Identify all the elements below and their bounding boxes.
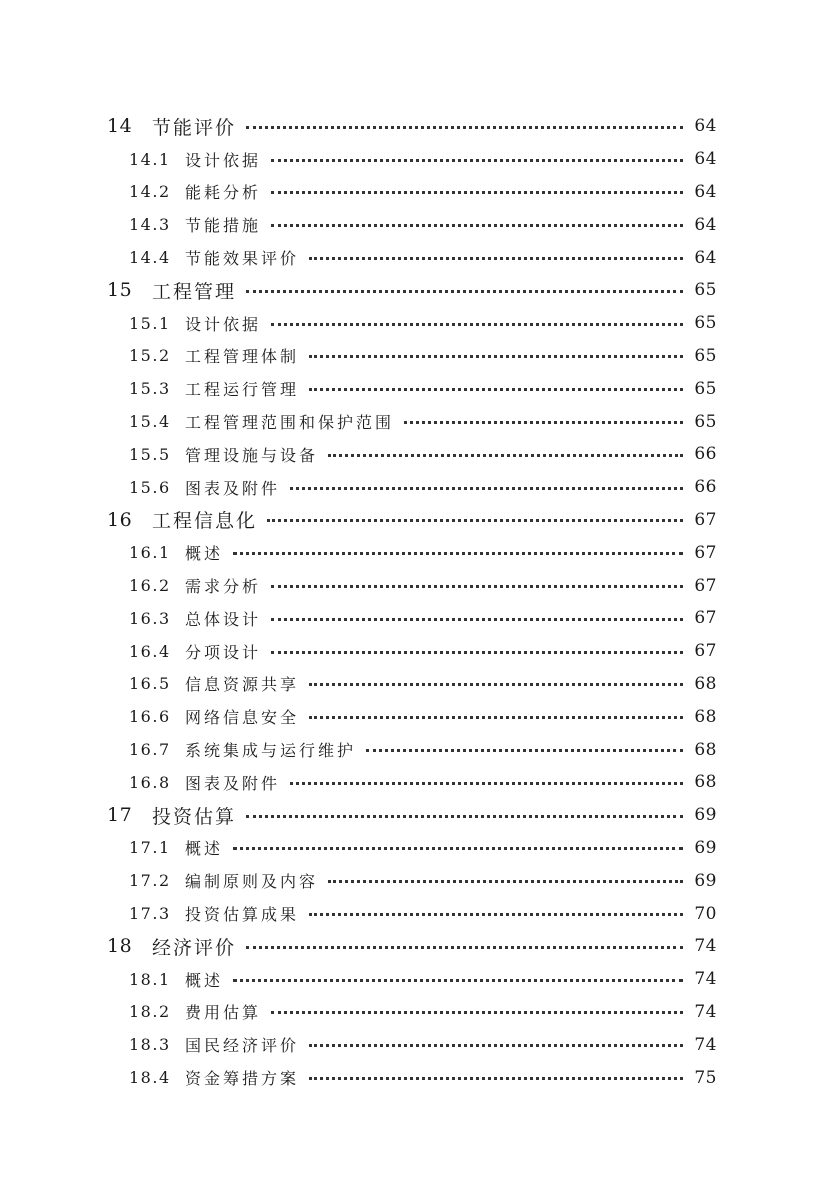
toc-entry-number: 17 (107, 804, 133, 827)
toc-entry-title: 设计依据 (185, 314, 262, 334)
toc-entry-page-number: 65 (694, 313, 717, 334)
toc-entry-page-number: 64 (694, 116, 717, 137)
toc-entry-page-number: 69 (694, 837, 717, 858)
toc-section-entry[interactable] (0, 963, 827, 996)
dot-leader (246, 946, 683, 949)
toc-section-entry[interactable] (0, 864, 827, 897)
toc-section-entry[interactable] (0, 241, 827, 274)
toc-entry-number: 14.3 (129, 215, 171, 235)
toc-section-entry[interactable] (0, 733, 827, 766)
toc-entry-title: 工程管理 (152, 280, 237, 303)
dot-leader (233, 847, 683, 850)
dot-leader (309, 355, 683, 358)
dot-leader (233, 552, 683, 555)
toc-entry-number: 18.4 (129, 1068, 171, 1087)
dot-leader (267, 519, 683, 522)
toc-entry-title: 投资估算成果 (185, 905, 300, 925)
toc-entry-page-number: 68 (694, 673, 717, 694)
toc-entry-page-number: 68 (694, 772, 717, 793)
toc-entry-number: 16.1 (129, 543, 171, 563)
toc-entry-number: 16.3 (129, 608, 171, 628)
toc-entry-title: 信息资源共享 (185, 675, 300, 695)
toc-entry-title: 工程管理体制 (185, 347, 300, 367)
toc-entry-number: 14 (107, 115, 133, 138)
toc-entry-page-number: 70 (694, 903, 717, 924)
toc-section-entry[interactable] (0, 700, 827, 733)
dot-leader (309, 913, 683, 916)
toc-section-entry[interactable] (0, 471, 827, 504)
toc-chapter-entry[interactable] (0, 799, 827, 832)
toc-entry-number: 14.1 (129, 149, 171, 169)
toc-section-entry[interactable] (0, 602, 827, 635)
toc-entry-number: 15.3 (129, 379, 171, 399)
dot-leader (271, 191, 683, 194)
toc-entry-page-number: 64 (694, 247, 717, 268)
dot-leader (271, 224, 683, 227)
dot-leader (328, 454, 683, 457)
toc-section-entry[interactable] (0, 635, 827, 668)
toc-entry-title: 概述 (185, 839, 224, 859)
toc-entry-number: 14.2 (129, 182, 171, 202)
toc-entry-title: 节能评价 (152, 116, 237, 139)
toc-entry-number: 17.3 (129, 904, 171, 924)
toc-section-entry[interactable] (0, 372, 827, 405)
toc-entry-number: 15.2 (129, 346, 171, 366)
toc-entry-page-number: 68 (694, 739, 717, 760)
toc-entry-title: 节能措施 (185, 216, 262, 236)
toc-entry-number: 17.1 (129, 838, 171, 858)
toc-entry-page-number: 65 (694, 280, 717, 301)
toc-entry-page-number: 69 (694, 870, 717, 891)
toc-entry-title: 能耗分析 (185, 183, 262, 203)
toc-section-entry[interactable] (0, 897, 827, 930)
toc-chapter-entry[interactable] (0, 274, 827, 307)
toc-section-entry[interactable] (0, 208, 827, 241)
toc-entry-number: 15.4 (129, 412, 171, 432)
dot-leader (366, 749, 683, 752)
toc-section-entry[interactable] (0, 143, 827, 176)
dot-leader (290, 487, 683, 490)
toc-entry-number: 15 (107, 279, 133, 302)
toc-entry-title: 需求分析 (185, 577, 262, 597)
toc-entry-title: 网络信息安全 (185, 708, 300, 728)
dot-leader (271, 323, 683, 326)
toc-entry-page-number: 65 (694, 345, 717, 366)
toc-entry-number: 17.2 (129, 871, 171, 891)
toc-entry-page-number: 69 (694, 805, 717, 826)
dot-leader (271, 651, 683, 654)
toc-entry-title: 设计依据 (185, 150, 262, 170)
toc-section-entry[interactable] (0, 438, 827, 471)
dot-leader (246, 815, 683, 818)
toc-entry-number: 16.7 (129, 740, 171, 760)
toc-entry-title: 概述 (185, 970, 224, 990)
toc-entry-title: 编制原则及内容 (185, 872, 319, 892)
toc-section-entry[interactable] (0, 307, 827, 340)
dot-leader (271, 585, 683, 588)
dot-leader (290, 782, 683, 785)
toc-entry-number: 16.8 (129, 772, 171, 792)
toc-entry-number: 18.2 (129, 1002, 171, 1022)
toc-entry-title: 工程管理范围和保护范围 (185, 413, 395, 433)
toc-entry-page-number: 67 (694, 608, 717, 629)
dot-leader (309, 388, 683, 391)
table-of-contents (0, 110, 827, 1094)
toc-section-entry[interactable] (0, 832, 827, 865)
toc-section-entry[interactable] (0, 176, 827, 209)
dot-leader (309, 716, 683, 719)
toc-entry-title: 概述 (185, 544, 224, 564)
toc-entry-number: 18 (107, 935, 133, 958)
dot-leader (271, 1011, 683, 1014)
toc-entry-page-number: 67 (694, 575, 717, 596)
toc-entry-page-number: 64 (694, 214, 717, 235)
toc-entry-number: 15.6 (129, 477, 171, 497)
toc-entry-page-number: 64 (694, 181, 717, 202)
dot-leader (309, 1077, 683, 1080)
toc-entry-number: 16 (107, 508, 133, 531)
toc-entry-title: 管理设施与设备 (185, 445, 319, 465)
toc-entry-number: 16.4 (129, 641, 171, 661)
toc-entry-title: 国民经济评价 (185, 1036, 300, 1056)
toc-entry-title: 系统集成与运行维护 (185, 741, 357, 761)
toc-entry-title: 分项设计 (185, 642, 262, 662)
toc-entry-page-number: 65 (694, 411, 717, 432)
toc-entry-page-number: 74 (694, 969, 717, 990)
toc-section-entry[interactable] (0, 536, 827, 569)
toc-entry-title: 节能效果评价 (185, 249, 300, 269)
toc-section-entry[interactable] (0, 1028, 827, 1061)
toc-entry-number: 14.4 (129, 248, 171, 268)
toc-entry-page-number: 74 (694, 1001, 717, 1022)
toc-entry-title: 图表及附件 (185, 773, 281, 793)
toc-entry-page-number: 74 (694, 936, 717, 957)
toc-entry-page-number: 68 (694, 706, 717, 727)
dot-leader (246, 290, 683, 293)
toc-entry-number: 18.3 (129, 1035, 171, 1055)
toc-entry-page-number: 67 (694, 641, 717, 662)
toc-entry-title: 投资估算 (152, 805, 237, 828)
toc-chapter-entry[interactable] (0, 930, 827, 963)
toc-entry-number: 15.5 (129, 444, 171, 464)
dot-leader (233, 979, 683, 982)
toc-entry-page-number: 67 (694, 509, 717, 530)
toc-entry-title: 图表及附件 (185, 478, 281, 498)
dot-leader (271, 159, 683, 162)
toc-entry-page-number: 66 (694, 477, 717, 498)
toc-entry-number: 18.1 (129, 969, 171, 989)
toc-entry-number: 16.2 (129, 576, 171, 596)
toc-entry-title: 资金筹措方案 (185, 1069, 300, 1088)
toc-entry-title: 总体设计 (185, 609, 262, 629)
toc-chapter-entry[interactable] (0, 504, 827, 537)
toc-entry-title: 经济评价 (152, 936, 237, 959)
toc-entry-number: 15.1 (129, 313, 171, 333)
toc-section-entry[interactable] (0, 569, 827, 602)
toc-entry-page-number: 67 (694, 542, 717, 563)
toc-entry-title: 工程信息化 (152, 510, 258, 533)
dot-leader (309, 1044, 683, 1047)
toc-entry-page-number: 65 (694, 378, 717, 399)
toc-section-entry[interactable] (0, 766, 827, 799)
toc-entry-page-number: 74 (694, 1034, 717, 1055)
dot-leader (328, 880, 683, 883)
toc-entry-number: 16.6 (129, 707, 171, 727)
dot-leader (309, 257, 683, 260)
toc-section-entry[interactable] (0, 340, 827, 373)
toc-chapter-entry[interactable] (0, 110, 827, 143)
dot-leader (404, 421, 683, 424)
dot-leader (309, 683, 683, 686)
toc-entry-page-number: 66 (694, 444, 717, 465)
toc-section-entry[interactable] (0, 996, 827, 1029)
toc-entry-title: 费用估算 (185, 1003, 262, 1023)
toc-entry-title: 工程运行管理 (185, 380, 300, 400)
toc-section-entry[interactable] (0, 668, 827, 701)
dot-leader (271, 618, 683, 621)
toc-entry-number: 16.5 (129, 674, 171, 694)
toc-section-entry[interactable] (0, 1061, 827, 1094)
toc-section-entry[interactable] (0, 405, 827, 438)
dot-leader (246, 126, 683, 129)
toc-entry-page-number: 64 (694, 149, 717, 170)
toc-entry-page-number: 75 (694, 1067, 717, 1088)
